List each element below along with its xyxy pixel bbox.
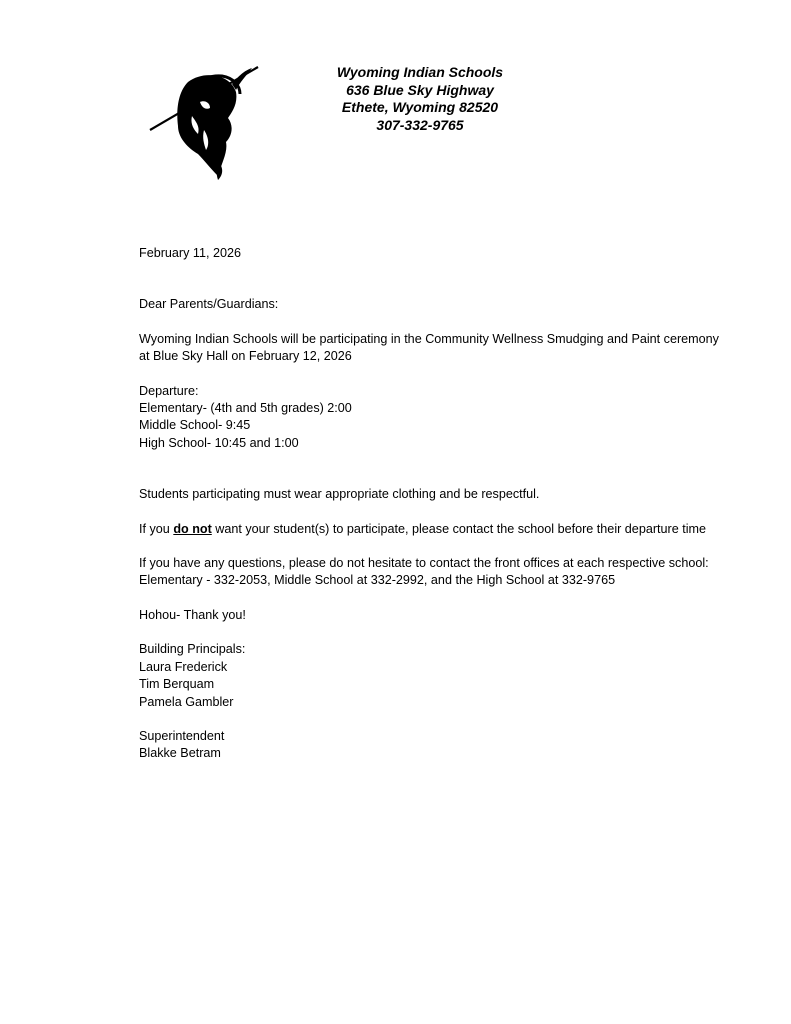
school-phone: 307-332-9765	[376, 116, 464, 133]
address-line-1: 636 Blue Sky Highway	[346, 81, 494, 98]
principals-heading: Building Principals:	[139, 642, 246, 657]
principal-name: Tim Berquam	[139, 677, 215, 692]
address-line-2: Ethete, Wyoming 82520	[341, 99, 499, 115]
superintendent-heading: Superintendent	[139, 728, 225, 743]
warrior-profile-logo-icon	[148, 64, 260, 180]
opt-out-paragraph	[139, 521, 719, 538]
superintendent-name: Blakke Betram	[139, 746, 221, 761]
departure-heading: Departure:	[139, 383, 199, 398]
intro-paragraph: Wyoming Indian Schools will be participating in the Community Wellness Smudging and Paint ceremony at Blue Sky Hall on February 12, 2026	[139, 331, 719, 364]
letter-date: February 11, 2026	[139, 246, 241, 260]
principal-name: Laura Frederick	[139, 659, 228, 674]
opt-out-emphasis: do not	[173, 521, 212, 536]
salutation: Dear Parents/Guardians:	[139, 297, 279, 312]
opt-out-suffix: want your student(s) to participate, please contact the school before their departure time	[215, 521, 707, 536]
departure-middle: Middle School- 9:45	[139, 418, 251, 433]
school-name: Wyoming Indian Schools	[336, 64, 504, 80]
letter-body	[139, 245, 719, 763]
thanks-line: Hohou- Thank you!	[139, 607, 246, 622]
questions-paragraph: If you have any questions, please do not hesitate to contact the front offices at each respective school: Elementary - 332-2053, Middle School at 332-2992, and the High School at 332-9765	[139, 556, 709, 588]
departure-elementary: Elementary- (4th and 5th grades) 2:00	[139, 401, 352, 416]
principal-name: Pamela Gambler	[139, 694, 234, 709]
letterhead	[300, 64, 540, 134]
clothing-note: Students participating must wear appropriate clothing and be respectful.	[139, 487, 540, 502]
departure-high: High School- 10:45 and 1:00	[139, 435, 299, 450]
opt-out-prefix: If you	[139, 521, 170, 536]
